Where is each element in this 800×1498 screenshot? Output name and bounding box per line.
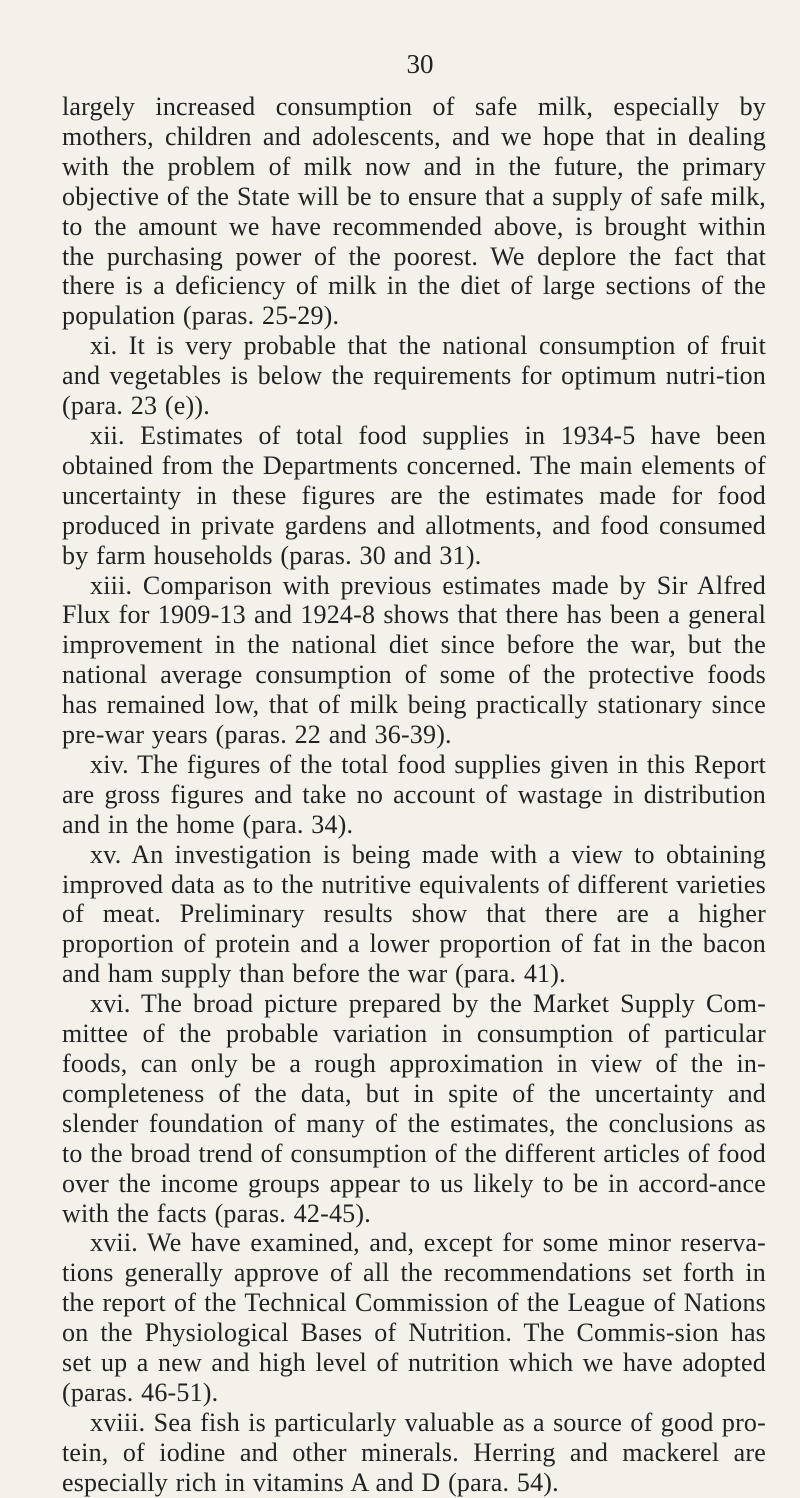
paragraph-xvi bbox=[62, 989, 766, 1228]
paragraph-text: It is very probable that the national consumption of fruit and vegetables is below the requirements for optimum nutri-tion (para. 23 (e)). bbox=[62, 331, 766, 421]
paragraph-text: Comparison with previous estimates made by Sir Alfred Flux for 1909-13 and 1924-8 shows that there has been a general improvement in the national diet since before the war, but the national average consumption of some of the protective foods has remained low, that of milk being practically stationary since pre-war years (paras. 22 and 36-39). bbox=[62, 570, 766, 750]
paragraph-numeral: xi. bbox=[90, 331, 118, 361]
paragraph-text: We have examined, and, except for some minor reserva-tions generally approve of all the recommendations set forth in the report of the Technical Commission of the League of Nations on the Physiological Bases of Nutrition. The Commis-sion has set up a new and high level of nutrition which we have adopted (paras. 46-51). bbox=[62, 1228, 766, 1407]
page-number: 30 bbox=[406, 49, 434, 79]
paragraph-numeral: xvii. bbox=[90, 1228, 138, 1258]
body-text bbox=[62, 92, 766, 1498]
paragraph-xvii bbox=[62, 1228, 766, 1407]
paragraph-numeral: xv. bbox=[90, 839, 122, 869]
paragraph-numeral: xvi. bbox=[90, 989, 131, 1019]
paragraph-numeral: xii. bbox=[90, 420, 125, 450]
paragraph-xv bbox=[62, 840, 766, 990]
paragraph-xi bbox=[62, 331, 766, 421]
paragraph-text: The broad picture prepared by the Market Supply Com-mittee of the probable variation in consumption of particular foods, can only be a rough approximation in view of the in-completeness of the data, but in spite of the uncertainty and slender foundation of many of the estimates, the conclusions as to the broad trend of consumption of the different articles of food over the income groups appear to us likely to be in accord-ance with the facts (paras. 42-45). bbox=[62, 989, 766, 1228]
paragraph-numeral: xiii. bbox=[90, 570, 133, 600]
paragraph-text: Sea fish is particularly valuable as a source of good pro-tein, of iodine and other minerals. Herring and mackerel are especially rich in vitamins A and D (para. 54). bbox=[62, 1407, 766, 1497]
paragraph-text: largely increased consumption of safe milk, especially by mothers, children and adolescents, and we hope that in dealing with the problem of milk now and in the future, the primary objective of the State will be to ensure that a supply of safe milk, to the amount we have recommended above, is brought within the purchasing power of the poorest. We deplore the fact that there is a deficiency of milk in the diet of large sections of the population (paras. 25-29). bbox=[62, 92, 766, 331]
paragraph-text: An investigation is being made with a view to obtaining improved data as to the nutritive equivalents of different varieties of meat. Preliminary results show that there are a higher proportion of protein and a lower proportion of fat in the bacon and ham supply than before the war (para. 41). bbox=[62, 839, 766, 989]
paragraph-numeral: xiv. bbox=[90, 749, 129, 779]
paragraph-continuation bbox=[62, 92, 766, 331]
paragraph-text: The figures of the total food supplies given in this Report are gross figures and take no account of wastage in distribution and in the home (para. 34). bbox=[62, 749, 766, 839]
paragraph-xiv bbox=[62, 750, 766, 840]
paragraph-numeral: xviii. bbox=[90, 1407, 146, 1437]
paragraph-xii bbox=[62, 421, 766, 571]
paragraph-xiii bbox=[62, 571, 766, 750]
paragraph-xviii bbox=[62, 1408, 766, 1498]
paragraph-text: Estimates of total food supplies in 1934-5 have been obtained from the Departments concerned. The main elements of uncertainty in these figures are the estimates made for food produced in private gardens and allotments, and food consumed by farm households (paras. 30 and 31). bbox=[62, 420, 766, 570]
